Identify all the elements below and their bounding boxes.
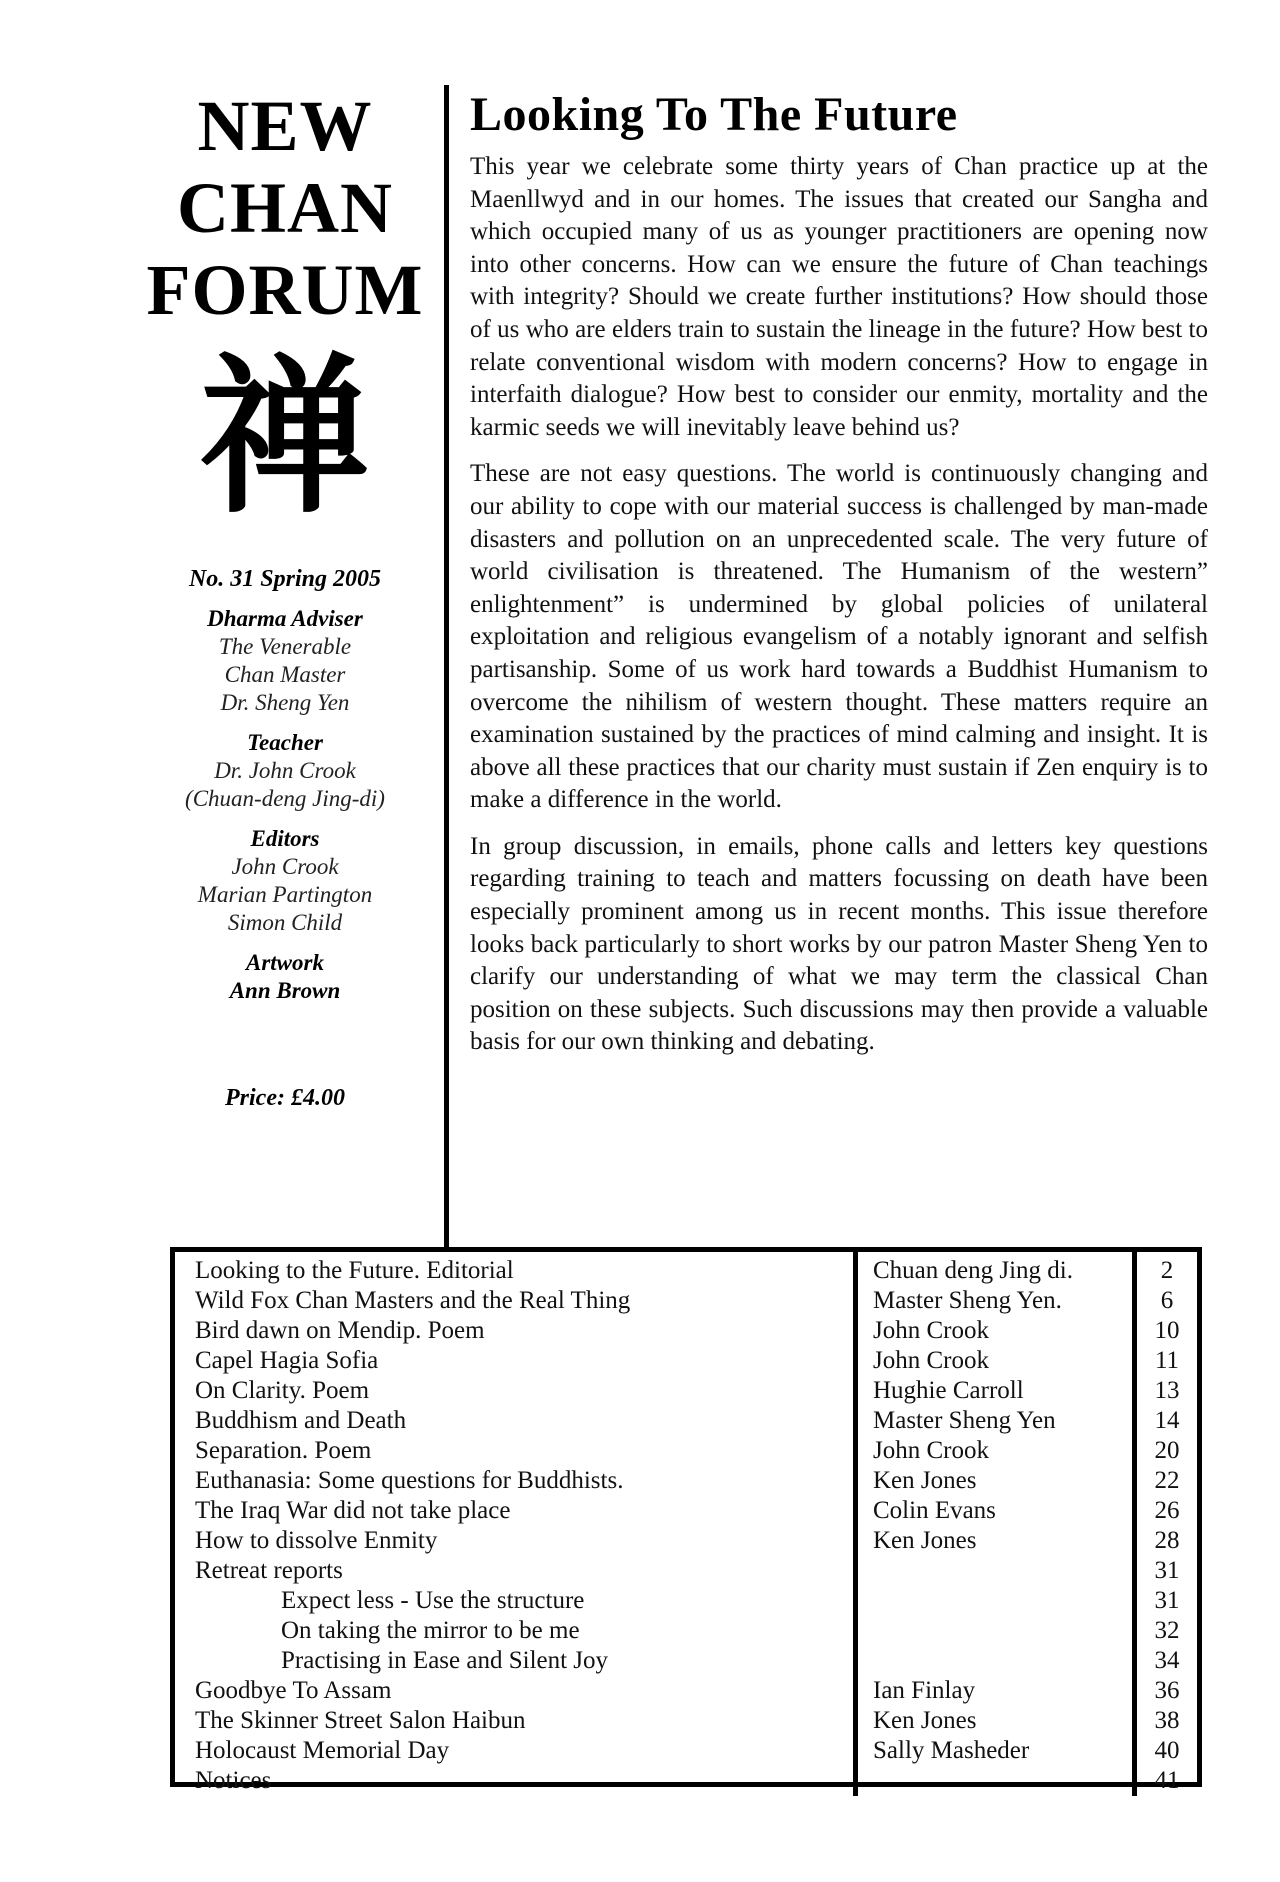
contents-entry-page: 13 xyxy=(1154,1377,1180,1404)
editor-name: Marian Partington xyxy=(197,882,373,907)
contents-entry-author: Sally Masheder xyxy=(873,1737,1030,1764)
masthead-line-3: FORUM xyxy=(146,250,424,330)
contents-entry-author: Ken Jones xyxy=(873,1527,977,1554)
contents-entry-title: Capel Hagia Sofia xyxy=(195,1347,379,1374)
contents-entry-page: 41 xyxy=(1154,1767,1180,1794)
contents-entry-author: John Crook xyxy=(873,1317,989,1344)
contents-entry-author: Hughie Carroll xyxy=(873,1377,1024,1404)
contents-entry-page: 31 xyxy=(1154,1557,1180,1584)
issue-number: No. 31 Spring 2005 xyxy=(188,566,382,592)
contents-entry-author: Ian Finlay xyxy=(873,1677,976,1704)
article-headline: Looking To The Future xyxy=(470,88,958,141)
teacher-line: Dr. John Crook xyxy=(214,758,356,783)
artwork-name: Ann Brown xyxy=(229,978,341,1003)
contents-entry-page: 11 xyxy=(1154,1347,1180,1374)
contents-entry-title: Buddhism and Death xyxy=(195,1407,407,1434)
dharma-adviser-title: Dharma Adviser xyxy=(207,606,363,631)
teacher-line: (Chuan-deng Jing-di) xyxy=(185,786,385,811)
contents-entry-title: Retreat reports xyxy=(195,1557,343,1584)
editorial-article xyxy=(470,85,1208,1073)
contents-entry-page: 32 xyxy=(1154,1617,1180,1644)
contents-entry-title: Notices xyxy=(195,1767,272,1794)
contents-entry-author: Chuan deng Jing di. xyxy=(873,1257,1073,1284)
teacher-title: Teacher xyxy=(247,730,323,755)
dharma-adviser-line: Dr. Sheng Yen xyxy=(220,690,350,715)
contents-entry-page: 40 xyxy=(1154,1737,1180,1764)
contents-entry-title: Bird dawn on Mendip. Poem xyxy=(195,1317,485,1344)
contents-entry-title: How to dissolve Enmity xyxy=(195,1527,438,1554)
article-paragraph: These are not easy questions. The world is continuously changing and our ability to cope with our material success is challenged by man-made disasters and pollution on an unprecedented scale. The very future of world civilisation is threatened. The Humanism of the western” enlightenment” is undermined by global policies of unilateral exploitation and religious evangelism of a notably ignorant and selfish partisanship. Some of us work hard towards a Buddhist Humanism to overcome the nihilism of western thought. These matters require an examination sustained by the practices of mind calming and insight. It is above all these practices that our charity must sustain if Zen enquiry is to make a difference in the world. xyxy=(470,460,1208,814)
editors-title: Editors xyxy=(250,826,320,851)
contents-title-column xyxy=(175,1252,856,1796)
editor-name: Simon Child xyxy=(227,910,343,935)
contents-entry-title: Goodbye To Assam xyxy=(195,1677,392,1704)
contents-entry-page: 38 xyxy=(1154,1707,1180,1734)
contents-entry-title: The Iraq War did not take place xyxy=(195,1497,511,1524)
chan-calligraphy-logo: 禅 xyxy=(199,339,370,537)
contents-entry-author: Ken Jones xyxy=(873,1707,977,1734)
contents-entry-author: Master Sheng Yen. xyxy=(873,1287,1062,1314)
contents-page-column xyxy=(1135,1252,1198,1796)
article-paragraph: In group discussion, in emails, phone calls and letters key questions regarding training to teach and matters focussing on death have been especially prominent among us in recent months. This issue therefore looks back particularly to short works by our patron Master Sheng Yen to clarify our understanding of what we may term the classical Chan position on these subjects. Such discussions may then provide a valuable basis for our own thinking and debating. xyxy=(470,832,1208,1056)
contents-entry-author: John Crook xyxy=(873,1347,989,1374)
contents-entry-title: Separation. Poem xyxy=(195,1437,372,1464)
contents-entry-title: Wild Fox Chan Masters and the Real Thing xyxy=(195,1287,631,1314)
artwork-title: Artwork xyxy=(246,950,324,975)
column-divider xyxy=(444,85,449,1247)
price-label: Price: £4.00 xyxy=(225,1085,345,1111)
contents-entry-author xyxy=(858,1766,1132,1796)
contents-entry-title: The Skinner Street Salon Haibun xyxy=(195,1707,526,1734)
contents-entry-author xyxy=(858,1646,1132,1676)
contents-entry-page: 31 xyxy=(1154,1587,1180,1614)
contents-entry-title: Expect less - Use the structure xyxy=(281,1587,585,1614)
contents-entry-title: On taking the mirror to be me xyxy=(281,1617,580,1644)
contents-entry-page: 28 xyxy=(1154,1527,1180,1554)
contents-table xyxy=(170,1247,1202,1794)
contents-entry-author: Master Sheng Yen xyxy=(873,1407,1056,1434)
contents-entry-author xyxy=(858,1556,1132,1586)
contents-entry-author xyxy=(858,1616,1132,1646)
masthead-line-2: CHAN xyxy=(177,168,393,248)
contents-entry-title: Practising in Ease and Silent Joy xyxy=(281,1647,609,1674)
contents-entry-page: 14 xyxy=(1154,1407,1180,1434)
contents-entry-page: 2 xyxy=(1160,1257,1174,1284)
masthead-title xyxy=(140,85,430,331)
contents-entry-author xyxy=(858,1586,1132,1616)
masthead-sidebar xyxy=(140,85,430,1112)
masthead-line-1: NEW xyxy=(197,86,373,166)
article-paragraph: This year we celebrate some thirty years of Chan practice up at the Maenllwyd and in our homes. The issues that created our Sangha and which occupied many of us as younger practitioners are opening now into other concerns. How can we ensure the future of Chan teachings with integrity? Should we create further institutions? How should those of us who are elders train to sustain the lineage in the future? How best to relate conventional wisdom with modern concerns? How to engage in interfaith dialogue? How best to consider our enmity, mortality and the karmic seeds we will inevitably leave behind us? xyxy=(470,153,1208,441)
contents-entry-page: 34 xyxy=(1154,1647,1180,1674)
contents-entry-page: 26 xyxy=(1154,1497,1180,1524)
contents-entry-page: 10 xyxy=(1154,1317,1180,1344)
contents-entry-page: 36 xyxy=(1154,1677,1180,1704)
contents-author-column xyxy=(856,1252,1135,1796)
dharma-adviser-line: Chan Master xyxy=(224,662,346,687)
contents-entry-page: 20 xyxy=(1154,1437,1180,1464)
contents-entry-title: On Clarity. Poem xyxy=(195,1377,370,1404)
dharma-adviser-line: The Venerable xyxy=(218,634,352,659)
contents-entry-title: Looking to the Future. Editorial xyxy=(195,1257,514,1284)
contents-entry-page: 6 xyxy=(1160,1287,1174,1314)
contents-entry-page: 22 xyxy=(1154,1467,1180,1494)
editor-name: John Crook xyxy=(231,854,339,879)
contents-entry-author: Colin Evans xyxy=(873,1497,996,1524)
contents-entry-author: John Crook xyxy=(873,1437,989,1464)
contents-entry-author: Ken Jones xyxy=(873,1467,977,1494)
contents-entry-title: Euthanasia: Some questions for Buddhists. xyxy=(195,1467,624,1494)
contents-entry-title: Holocaust Memorial Day xyxy=(195,1737,450,1764)
